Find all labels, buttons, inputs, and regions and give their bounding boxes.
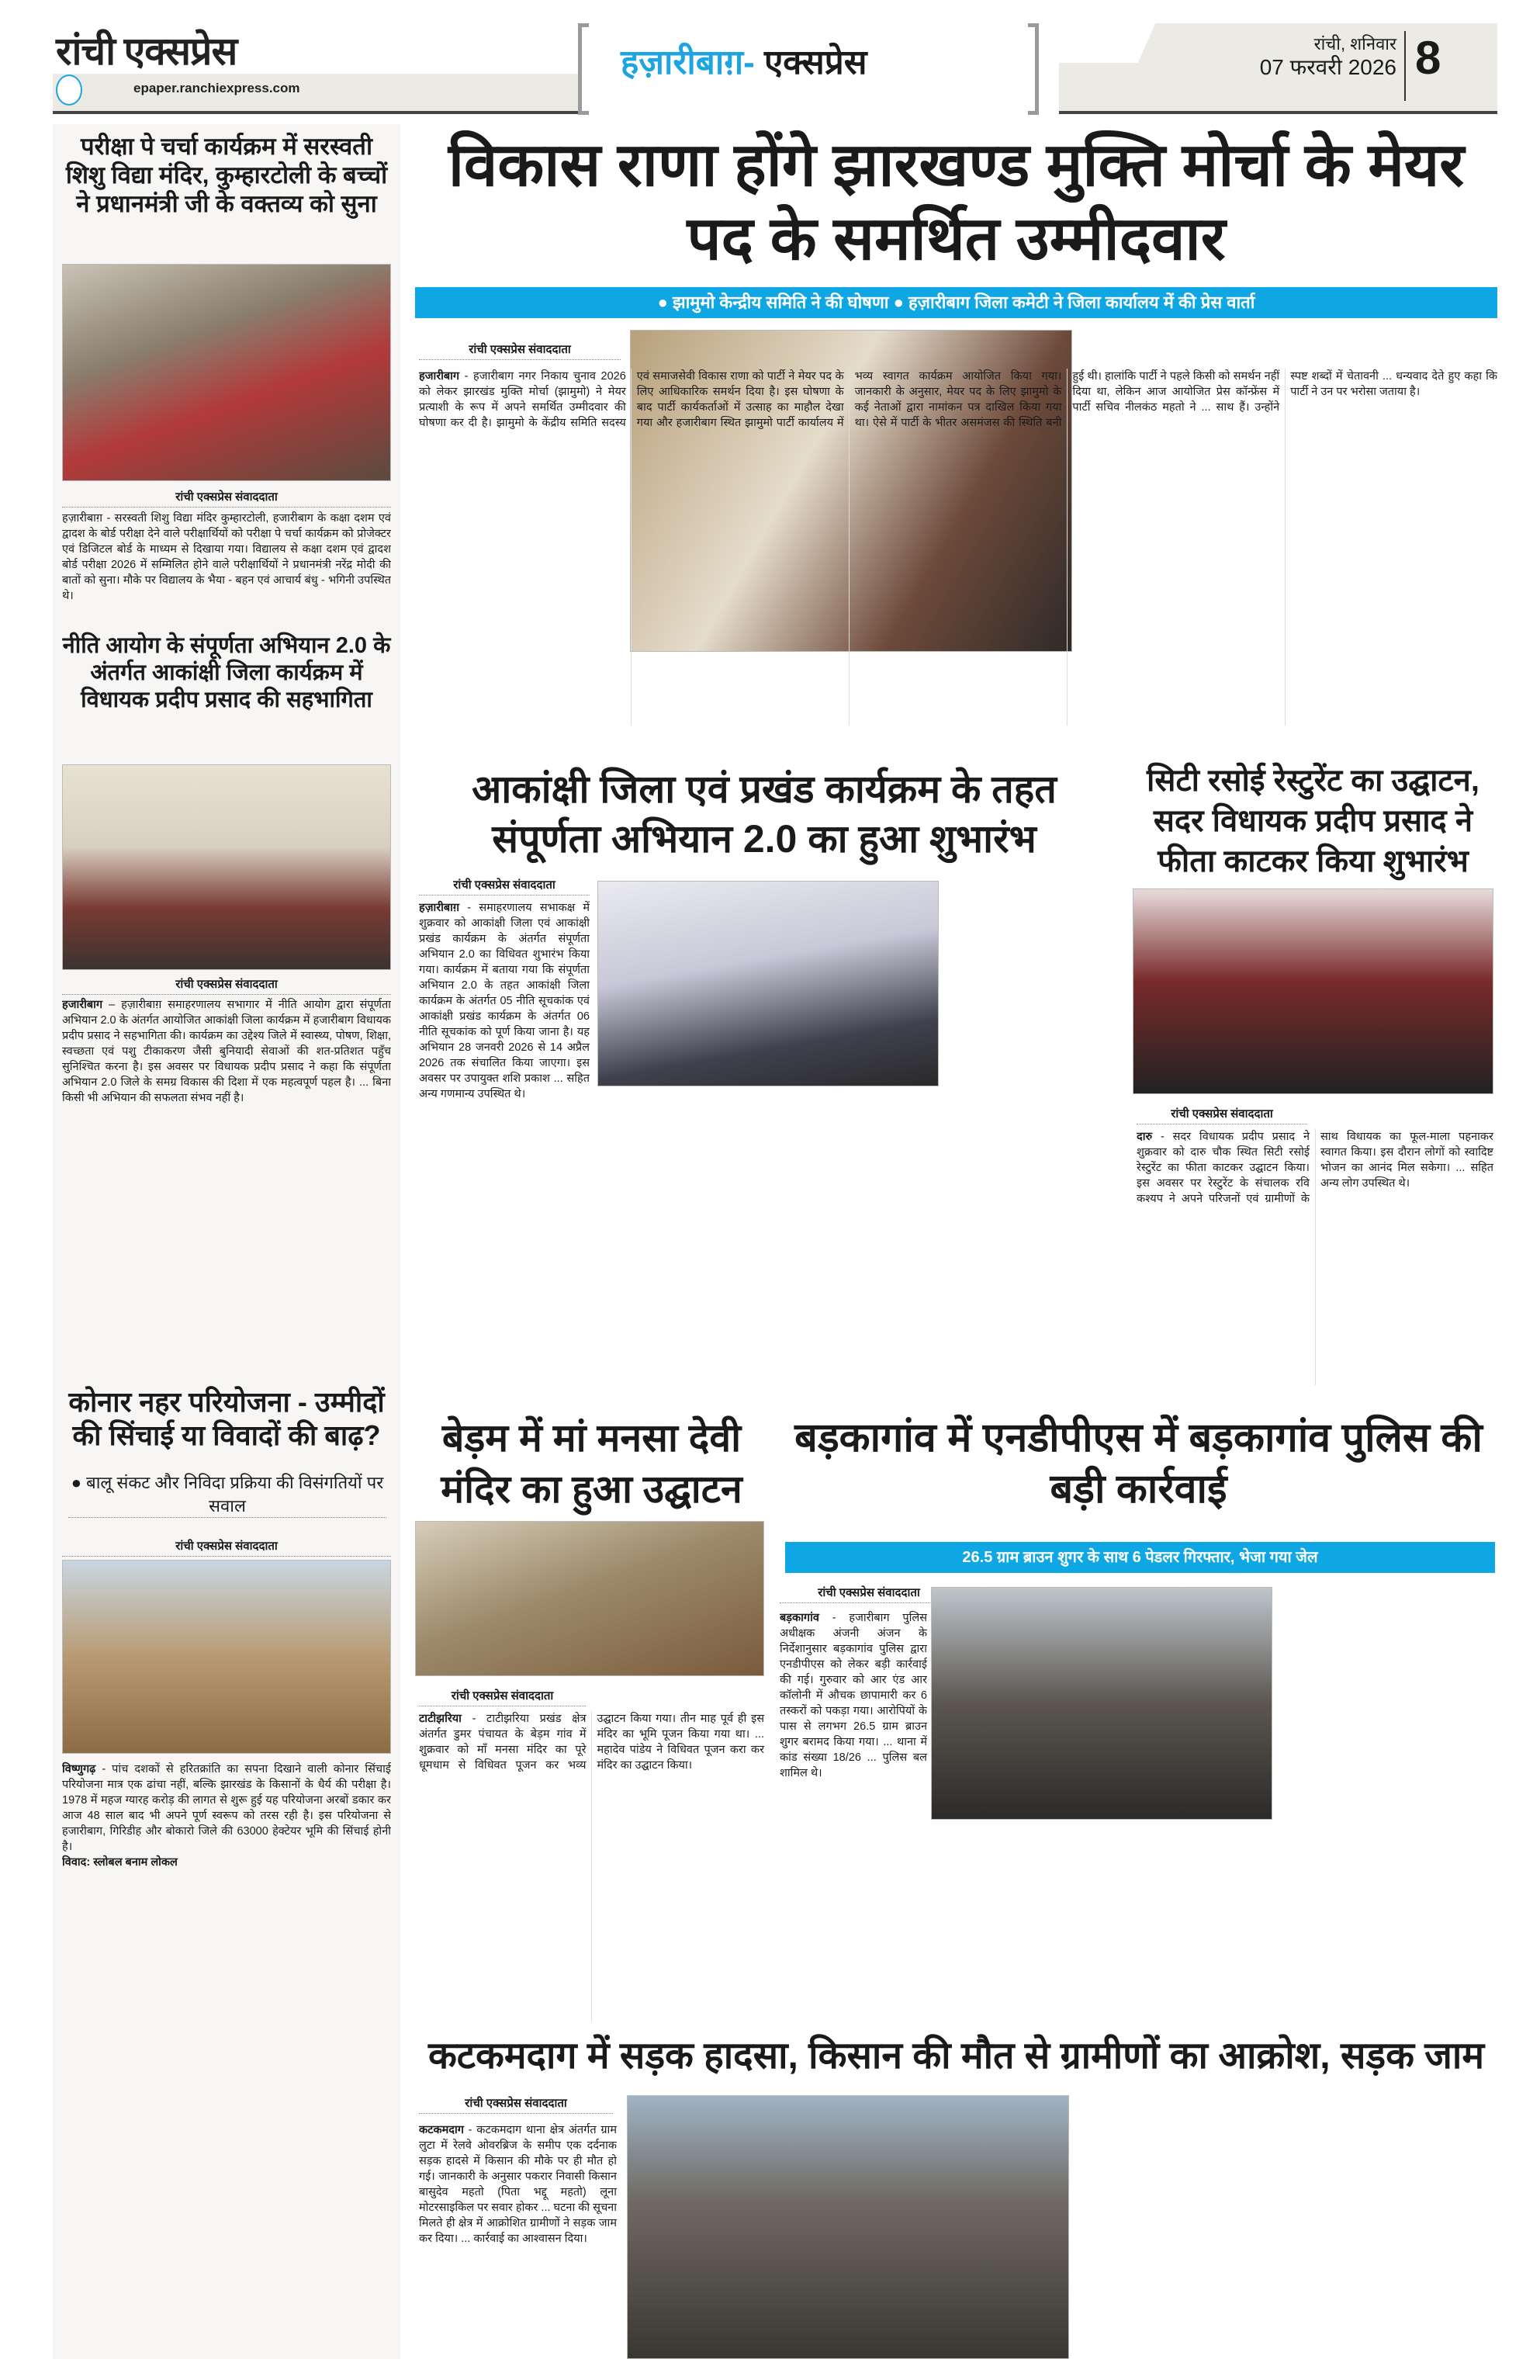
left-column — [53, 124, 400, 2359]
byline: रांची एक्सप्रेस संवाददाता — [419, 341, 621, 360]
subhead-text: बालू संकट और निविदा प्रक्रिया की विसंगतियों पर सवाल — [86, 1473, 384, 1516]
dateline: बड़कागांव — [780, 1612, 819, 1624]
bracket-left — [578, 23, 589, 115]
story-body: हज़ारीबाग़ - सरस्वती शिशु विद्या मंदिर कुम्हारटोली, हजारीबाग के कक्षा दशम एवं द्वादश के बोर्ड परीक्षा देने वाले परीक्षार्थियों को परीक्षा पे चर्चा कार्यक्रम को प्रोजेक्टर एवं डिजिटल बोर्ड के माध्यम से दिखाया गया। विद्यालय से कक्षा दशम एवं द्वादश बोर्ड परीक्षा 2026 में सम्मिलित होने वाले परीक्षार्थियों ने प्रधानमंत्री नरेंद्र मोदी की बातों को सुना। मौके पर विद्यालय के भैया - बहन एवं आचार्य बंधु - भगिनी उपस्थित थे। — [62, 512, 391, 602]
lead-story-body — [419, 369, 1497, 726]
police-subhead-bar: 26.5 ग्राम ब्राउन शुगर के साथ 6 पेडलर गिरफ्तार, भेजा गया जेल — [785, 1542, 1495, 1573]
story-headline[interactable]: नीति आयोग के संपूर्णता अभियान 2.0 के अंतर्गत आकांक्षी जिला कार्यक्रम में विधायक प्रदीप प्रसाद की सहभागिता — [62, 633, 391, 712]
masthead-rule — [53, 111, 580, 114]
byline: रांची एक्सप्रेस संवाददाता — [419, 2095, 613, 2114]
story-text: - हजारीबाग नगर निकाय चुनाव 2026 को लेकर झारखंड मुक्ति मोर्चा (झामुमो) ने मेयर प्रत्याशी के रूप में अपने समर्थित उम्मीदवार की घोषणा कर दी है। झामुमो के केंद्रीय समिति सदस्य एवं समाजसेवी विकास राणा को पार्टी ने मेयर पद के लिए आधिकारिक समर्थन दिया है। इस घोषणा के बाद पार्टी कार्यकर्ताओं में उत्साह का माहौल देखा गया और हजारीबाग स्थित झामुमो पार्टी कार्यालय में भव्य स्वागत कार्यक्रम आयोजित किया गया। जानकारी के अनुसार, मेयर पद के लिए झामुमो के कई नेताओं द्वारा नामांकन पत्र दाखिल किया गया था। ऐसे में पार्टी के भीतर असमंजस की स्थिति बनी हुई थी। हालांकि पार्टी ने पहले किसी को समर्थन नहीं दिया था, लेकिन आज आयोजित प्रेस कॉन्फ्रेंस में पार्टी सचिव नीलकंठ महतो ने ... साथ हैं। उन्होंने स्पष्ट शब्दों में चेतावनी ... धन्यवाद देते हुए कहा कि पार्टी ने उन पर भरोसा जताया है। — [419, 370, 1497, 429]
issue-date: 07 फरवरी 2026 — [1259, 55, 1396, 79]
masthead-rule-right — [1059, 111, 1497, 114]
classroom-photo — [62, 264, 391, 481]
story-body — [1137, 1129, 1493, 1385]
meeting-photo — [62, 764, 391, 970]
story-text: - पांच दशकों से हरितक्रांति का सपना दिखाने वाली कोनार सिंचाई परियोजना मात्र एक ढांचा नहीं, बल्कि झारखंड के किसानों के धैर्य की परीक्षा है। 1978 में महज ग्यारह करोड़ की लागत से शुरू हुई यह परियोजना अरबों डकार कर आज 48 साल बाद भी अपने पूर्ण स्वरूप को तरस रही है। इस परियोजना से हजारीबाग, गिरिडीह और बोकारो जिले की 63000 हेक्टेयर भूमि की सिंचाई होनी है। — [62, 1763, 391, 1853]
epaper-icon — [56, 74, 82, 106]
temple-photo — [415, 1521, 764, 1676]
byline: रांची एक्सप्रेस संवाददाता — [419, 877, 590, 896]
story-body — [780, 1610, 927, 2014]
ribbon-cutting-photo — [1133, 889, 1493, 1094]
section-prefix: हज़ारीबाग़- — [621, 43, 755, 81]
byline: रांची एक्सप्रेस संवाददाता — [62, 976, 391, 995]
canal-photo — [62, 1560, 391, 1754]
masthead-band-left — [53, 74, 580, 113]
lead-headline[interactable]: विकास राणा होंगे झारखण्ड मुक्ति मोर्चा के मेयर पद के समर्थित उम्मीदवार — [448, 130, 1465, 272]
section-suffix: एक्सप्रेस — [754, 43, 867, 81]
byline: रांची एक्सप्रेस संवाददाता — [62, 1538, 391, 1557]
dateline: दारु — [1137, 1131, 1153, 1143]
byline: रांची एक्सप्रेस संवाददाता — [419, 1688, 586, 1706]
story-body — [419, 1711, 764, 2021]
rasoi-headline[interactable]: सिटी रसोई रेस्टुरेंट का उद्घाटन, सदर विधायक प्रदीप प्रसाद ने फीता काटकर किया शुभारंभ — [1147, 764, 1479, 878]
inline-subhead: विवाद: स्लोबल बनाम लोकल — [62, 1856, 178, 1869]
bedam-headline[interactable]: बेड़म में मां मनसा देवी मंदिर का हुआ उद्घाटन — [441, 1416, 742, 1511]
section-title — [621, 37, 867, 84]
story-text: - टाटीझरिया प्रखंड क्षेत्र अंतर्गत डुमर पंचायत के बेड़म गांव में शुक्रवार को माँ मनसा मंदिर का पूरे धूमधाम से विधिवत पूजन कर भव्य उद्घाटन किया गया। तीन माह पूर्व ही इस मंदिर का भूमि पूजन किया गया था। ... महादेव पांडेय ने विधिवत पूजन करा कर मंदिर का उद्घाटन किया। — [419, 1713, 764, 1772]
dateline: कटकमदाग — [419, 2124, 464, 2136]
story-subhead: ● बालू संकट और निविदा प्रक्रिया की विसंगतियों पर सवाल — [68, 1471, 386, 1518]
byline: रांची एक्सप्रेस संवाददाता — [62, 489, 391, 508]
dateline: विष्णुगढ़ — [62, 1763, 96, 1775]
story-text: - सदर विधायक प्रदीप प्रसाद ने शुक्रवार को दारु चौक स्थित सिटी रसोई रेस्टुरेंट का फीता काटकर उद्घाटन किया। इस अवसर पर रेस्टुरेंट के संचालक रवि कश्यप ने अपने परिजनों एवं ग्रामीणों के साथ विधायक का फूल-माला पहनाकर स्वागत किया। इस दौरान लोगों को स्वादिष्ट भोजन का आनंद मिल सकेगा। ... सहित अन्य लोग उपस्थित थे। — [1137, 1131, 1493, 1205]
dateline: हजारीबाग — [62, 999, 103, 1011]
date-block — [1241, 33, 1396, 79]
story-text: - समाहरणालय सभाकक्ष में शुक्रवार को आकांक्षी जिला एवं आकांक्षी प्रखंड कार्यक्रम के अंतर्गत संपूर्णता अभियान 2.0 का विधिवत शुभारंभ किया गया। कार्यक्रम में बताया गया कि संपूर्णता अभियान 2.0 के तहत आकांक्षी जिला कार्यक्रम के अंतर्गत 05 नीति सूचकांक एवं आकांक्षी प्रखंड कार्यक्रम के अंतर्गत 06 नीति सूचकांक को पूर्ण किया जाना है। यह अभियान 28 जनवरी 2026 से 14 अप्रैल 2026 तक संचालित किया जाएगा। इस अवसर पर उपायुक्त शशि प्रकाश ... सहित अन्य गणमान्य उपस्थित थे। — [419, 902, 590, 1100]
byline: रांची एक्सप्रेस संवाददाता — [1137, 1106, 1307, 1124]
place-day: रांची, शनिवार — [1313, 34, 1396, 54]
abhiyan-headline[interactable]: आकांक्षी जिला एवं प्रखंड कार्यक्रम के तहत संपूर्णता अभियान 2.0 का हुआ शुभारंभ — [472, 767, 1057, 861]
story-text: - हजारीबाग पुलिस अधीक्षक अंजनी अंजन के निर्देशानुसार बड़कागांव पुलिस द्वारा एनडीपीएस को लेकर बड़ी कार्रवाई की गई। गुरुवार को आर एंड आर कॉलोनी में औचक छापामारी कर 6 तस्करों को पकड़ा गया। आरोपियों के पास से लगभग 26.5 ग्राम ब्राउन शुगर बरामद किया गया। ... थाना में कांड संख्या 18/26 ... पुलिस बल शामिल थे। — [780, 1612, 927, 1779]
dateline: टाटीझरिया — [419, 1713, 462, 1725]
dateline: हजारीबाग — [419, 370, 460, 383]
story-body — [419, 900, 590, 1381]
dateline: हज़ारीबाग़ — [419, 902, 460, 914]
page-number: 8 — [1404, 31, 1441, 101]
byline: रांची एक्सप्रेस संवाददाता — [780, 1585, 958, 1603]
accident-headline[interactable]: कटकमदाग में सड़क हादसा, किसान की मौत से ग्रामीणों का आक्रोश, सड़क जाम — [427, 2035, 1485, 2077]
abhiyan-photo — [597, 881, 939, 1086]
story-body — [419, 2122, 617, 2355]
story-headline[interactable]: परीक्षा पे चर्चा कार्यक्रम में सरस्वती शिशु विद्या मंदिर, कुम्हारटोली के बच्चों ने प्रधानमंत्री जी के वक्तव्य को सुना — [65, 133, 388, 218]
epaper-url[interactable]: epaper.ranchiexpress.com — [133, 81, 300, 95]
bracket-right — [1028, 23, 1039, 115]
story-headline[interactable]: कोनार नहर परियोजना - उम्मीदों की सिंचाई या विवादों की बाढ़? — [68, 1386, 385, 1452]
story-body — [62, 1762, 391, 2351]
road-block-photo — [627, 2095, 1069, 2359]
newspaper-logo: रांची एक्सप्रेस — [56, 29, 237, 73]
story-text: – हज़ारीबाग़ समाहरणालय सभागार में नीति आयोग द्वारा संपूर्णता अभियान 2.0 के अंतर्गत आयोजित आकांक्षी जिला कार्यक्रम में हजारीबाग विधायक प्रदीप प्रसाद ने सहभागिता की। कार्यक्रम का उद्देश्य जिले में स्वास्थ्य, पोषण, शिक्षा, स्वच्छता एवं पशु टीकाकरण जैसी बुनियादी सेवाओं की शत-प्रतिशत पहुँच सुनिश्चित करना है। इस अवसर पर विधायक प्रदीप प्रसाद ने कहा कि संपूर्णता अभियान 2.0 जिले के समग्र विकास की दिशा में एक महत्वपूर्ण पहल है। ... बिना किसी भी अभियान की सफलता संभव नहीं है। — [62, 999, 391, 1104]
arrest-photo — [931, 1587, 1272, 1820]
police-headline[interactable]: बड़कागांव में एनडीपीएस में बड़कागांव पुलिस की बड़ी कार्रवाई — [794, 1415, 1483, 1512]
story-body — [62, 997, 391, 1381]
story-text: - कटकमदाग थाना क्षेत्र अंतर्गत ग्राम लुटा में रेलवे ओवरब्रिज के समीप एक दर्दनाक सड़क हादसे में किसान की मौके पर ही मौत हो गई। जानकारी के अनुसार पकरार निवासी किसान बासुदेव महतो (पिता भद्दू महतो) लूना मोटरसाइकिल पर सवार होकर ... घटना की सूचना मिलते ही क्षेत्र में आक्रोशित ग्रामीणों ने सड़क जाम कर दिया। ... कार्रवाई का आश्वासन दिया। — [419, 2124, 617, 2245]
lead-subhead-bar: ● झामुमो केन्द्रीय समिति ने की घोषणा ● हज़ारीबाग जिला कमेटी ने जिला कार्यालय में की प्रेस वार्ता — [415, 287, 1497, 318]
